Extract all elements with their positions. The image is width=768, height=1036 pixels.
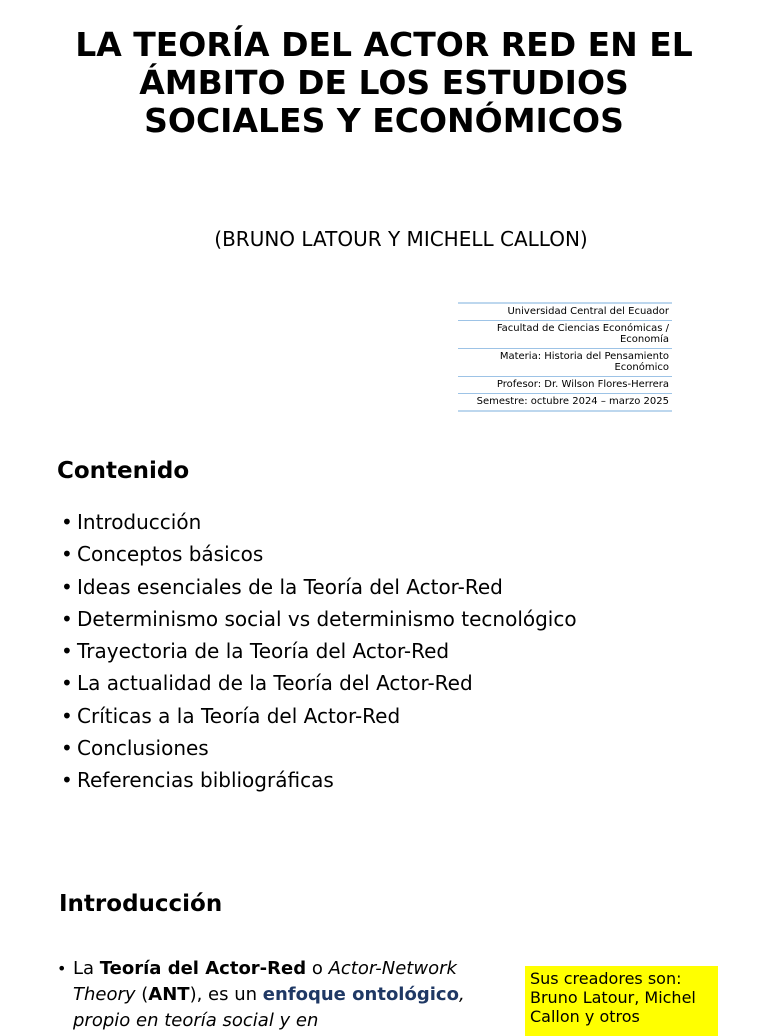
faculty-cell: Facultad de Ciencias Económicas / Economía bbox=[458, 321, 672, 349]
info-row bbox=[458, 349, 672, 377]
list-item: • La actualidad de la Teoría del Actor-Red bbox=[60, 667, 577, 699]
info-row bbox=[458, 321, 672, 349]
intro-text-mid: ), es un bbox=[189, 984, 263, 1005]
info-row bbox=[458, 377, 672, 394]
intro-highlight: enfoque ontológico bbox=[262, 984, 459, 1005]
contents-list bbox=[60, 506, 577, 797]
professor-cell: Profesor: Dr. Wilson Flores-Herrera bbox=[458, 377, 672, 394]
intro-paragraph bbox=[57, 956, 477, 1034]
university-cell: Universidad Central del Ecuador bbox=[458, 303, 672, 321]
document-subtitle: (BRUNO LATOUR Y MICHELL CALLON) bbox=[214, 227, 588, 251]
intro-paragraph-text bbox=[57, 956, 477, 1034]
intro-text-open: ( bbox=[135, 984, 149, 1005]
semester-cell: Semestre: octubre 2024 – marzo 2025 bbox=[458, 394, 672, 412]
list-item: • Ideas esenciales de la Teoría del Actor-Red bbox=[60, 571, 577, 603]
subject-cell: Materia: Historia del Pensamiento Económico bbox=[458, 349, 672, 377]
intro-text-o: o bbox=[306, 958, 329, 979]
list-item: • Conclusiones bbox=[60, 732, 577, 764]
list-item: • Referencias bibliográficas bbox=[60, 764, 577, 796]
institution-info-table bbox=[458, 302, 672, 412]
list-item: • Críticas a la Teoría del Actor-Red bbox=[60, 700, 577, 732]
info-row bbox=[458, 394, 672, 412]
document-title: LA TEORÍA DEL ACTOR RED EN EL ÁMBITO DE LOS ESTUDIOS SOCIALES Y ECONÓMICOS bbox=[75, 25, 693, 140]
intro-term: Teoría del Actor-Red bbox=[99, 958, 307, 979]
intro-text-tail: , propio en teoría social y en bbox=[73, 984, 465, 1031]
bullet-marker: • bbox=[57, 959, 67, 978]
list-item: • Introducción bbox=[60, 506, 577, 538]
list-item: • Conceptos básicos bbox=[60, 538, 577, 570]
intro-abbreviation: ANT bbox=[148, 984, 190, 1005]
intro-english-term: Actor-Network Theory bbox=[73, 958, 457, 1005]
intro-heading: Introducción bbox=[59, 891, 223, 917]
creators-callout: Sus creadores son: Bruno Latour, Michel Callon y otros bbox=[525, 966, 718, 1036]
contents-heading: Contenido bbox=[57, 458, 190, 484]
intro-text-la: La bbox=[73, 958, 100, 979]
list-item: • Trayectoria de la Teoría del Actor-Red bbox=[60, 635, 577, 667]
info-row bbox=[458, 303, 672, 321]
list-item: • Determinismo social vs determinismo tecnológico bbox=[60, 603, 577, 635]
